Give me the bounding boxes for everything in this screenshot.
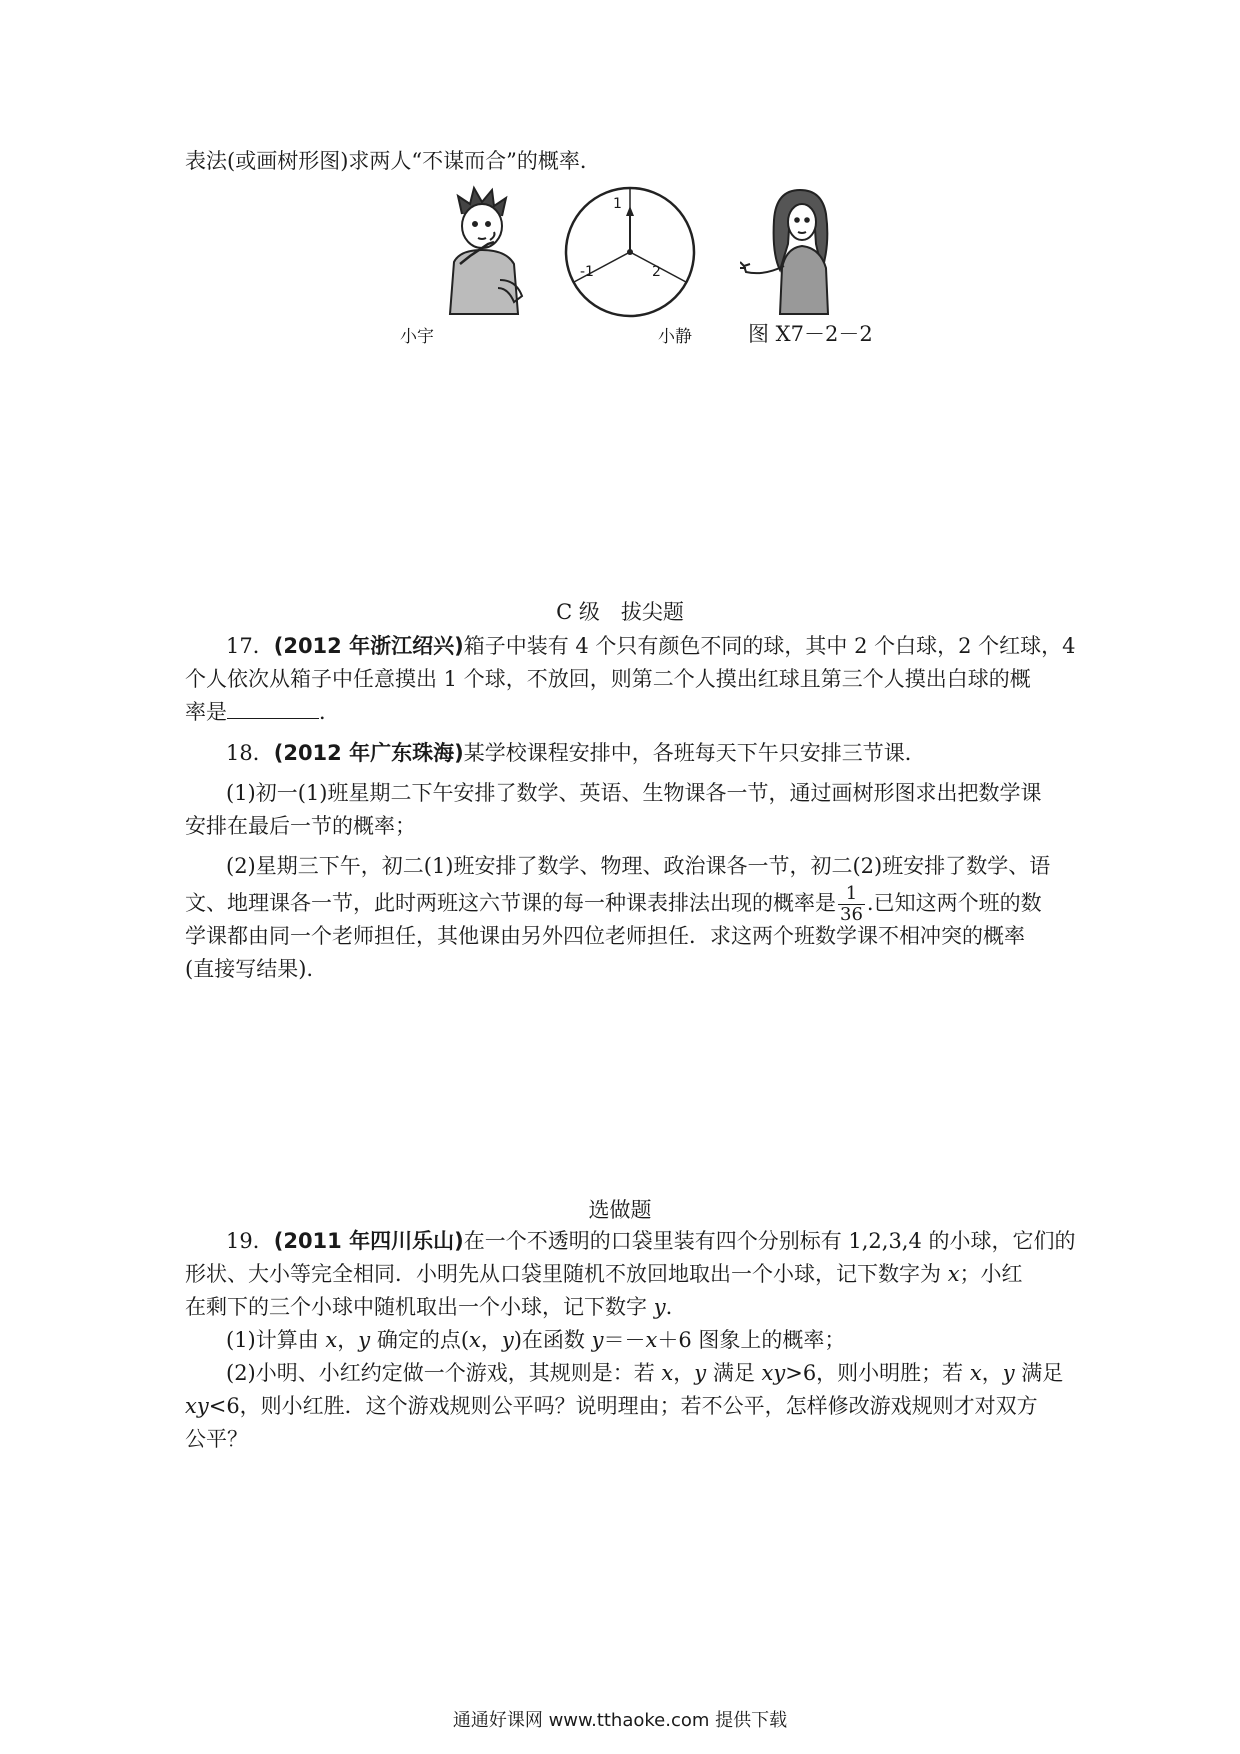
spinner-label-1: 1 — [613, 196, 622, 212]
q19-p1-d: ， — [480, 1328, 502, 1352]
spinner-label-neg1: -1 — [580, 264, 594, 280]
var-y: y — [653, 1295, 666, 1319]
intro-line: 表法(或画树形图)求两人“不谋而合”的概率． — [185, 149, 601, 173]
q19-p2-f: 满足 — [1014, 1361, 1064, 1385]
q18-part2-line2 — [185, 884, 1042, 925]
var-x: x — [325, 1328, 338, 1352]
q18-part1-line2: 安排在最后一节的概率； — [185, 814, 416, 838]
var-x: x — [661, 1361, 674, 1385]
var-y: y — [1002, 1361, 1015, 1385]
q17-line3 — [185, 697, 340, 727]
q19-text-3a: 在剩下的三个小球中随机取出一个小球，记下数字 — [185, 1295, 654, 1319]
q17-answer-blank[interactable] — [227, 700, 319, 719]
probability-fraction — [838, 884, 865, 925]
q19-text-1: 在一个不透明的口袋里装有四个分别标有 1,2,3,4 的小球，它们的 — [463, 1229, 1076, 1253]
footer-text: 通通好课网 www.tthaoke.com 提供下载 — [452, 1710, 788, 1731]
figure-x7-2-2 — [400, 180, 900, 350]
q18-part2-line1: (2)星期三下午，初二(1)班安排了数学、物理、政治课各一节，初二(2)班安排了数学、语 — [226, 854, 1051, 878]
q19-p1-b: ， — [337, 1328, 359, 1352]
girl-caption: 小静 — [658, 327, 692, 347]
spinner — [560, 182, 700, 322]
q19-source: (2011 年四川乐山) — [273, 1229, 464, 1253]
q18-text-2a: 文、地理课各一节，此时两班这六节课的每一种课表排法出现的概率是 — [185, 891, 836, 915]
q18-text-2b: .已知这两个班的数 — [866, 891, 1042, 915]
q19-p1-f: ＝－ — [603, 1328, 646, 1352]
q17-source: (2012 年浙江绍兴) — [273, 634, 464, 658]
optional-heading — [0, 1194, 1240, 1224]
var-x: x — [645, 1328, 658, 1352]
q19-line1 — [226, 1226, 1076, 1256]
q19-line2 — [185, 1259, 1023, 1289]
q19-p2-a: (2)小明、小红约定做一个游戏，其规则是：若 — [226, 1361, 662, 1385]
q19-text-3b: . — [665, 1295, 673, 1319]
q19-number: 19． — [226, 1229, 274, 1253]
section-c-title: C 级 拔尖题 — [556, 600, 684, 624]
q18-line1 — [226, 738, 926, 768]
var-x: x — [947, 1262, 960, 1286]
var-y: y — [501, 1328, 514, 1352]
q19-p2-e: ， — [981, 1361, 1003, 1385]
q18-source: (2012 年广东珠海) — [273, 741, 464, 765]
optional-title: 选做题 — [588, 1198, 652, 1222]
boy-illustration — [430, 184, 540, 324]
q19-p1-a: (1)计算由 — [226, 1328, 326, 1352]
q18-number: 18． — [226, 741, 274, 765]
q18-part2-line4: (直接写结果). — [185, 957, 314, 981]
q19-p2-d: >6，则小明胜；若 — [785, 1361, 970, 1385]
var-x: x — [969, 1361, 982, 1385]
q19-p2-b: ， — [673, 1361, 695, 1385]
q17-text-3b: ． — [319, 700, 340, 724]
q19-p1-e: )在函数 — [513, 1328, 592, 1352]
q19-text-2b: ；小红 — [959, 1262, 1023, 1286]
q17-text-3a: 率是 — [185, 700, 227, 724]
q19-p2-line2: <6，则小红胜．这个游戏规则公平吗？说明理由；若不公平，怎样修改游戏规则才对双方 — [208, 1394, 1038, 1418]
q19-line3 — [185, 1292, 672, 1322]
var-y: y — [358, 1328, 371, 1352]
q17-number: 17． — [226, 634, 274, 658]
q19-part1 — [226, 1325, 845, 1355]
q19-p1-g: ＋6 图象上的概率； — [657, 1328, 846, 1352]
fraction-denominator: 36 — [840, 904, 863, 925]
q19-p1-c: 确定的点( — [370, 1328, 470, 1352]
var-y: y — [591, 1328, 604, 1352]
q19-p2-c: 满足 — [706, 1361, 762, 1385]
var-xy: xy — [761, 1361, 786, 1385]
var-x: x — [469, 1328, 481, 1352]
q17-line1 — [226, 631, 1076, 661]
q19-text-2a: 形状、大小等完全相同．小明先从口袋里随机不放回地取出一个小球，记下数字为 — [185, 1262, 948, 1286]
q18-part1-line1: (1)初一(1)班星期二下午安排了数学、英语、生物课各一节，通过画树形图求出把数学课 — [226, 781, 1042, 805]
q19-part2-line1 — [226, 1358, 1063, 1388]
section-c-heading — [0, 596, 1240, 626]
girl-illustration — [740, 184, 870, 324]
footer-credit — [0, 1706, 1240, 1732]
var-y: y — [694, 1361, 707, 1385]
q19-part2-line3: 公平？ — [185, 1427, 248, 1451]
fraction-numerator: 1 — [838, 884, 865, 905]
q17-text-1: 箱子中装有 4 个只有颜色不同的球，其中 2 个白球，2 个红球，4 — [463, 634, 1076, 658]
boy-caption: 小宇 — [400, 327, 434, 347]
figure-label: 图 X7－2－2 — [748, 322, 873, 346]
q19-part2-line2 — [185, 1391, 1038, 1421]
q17-line2: 个人依次从箱子中任意摸出 1 个球，不放回，则第二个人摸出红球且第三个人摸出白球的概 — [185, 667, 1031, 691]
q18-part2-line3: 学课都由同一个老师担任，其他课由另外四位老师担任．求这两个班数学课不相冲突的概率 — [185, 924, 1025, 948]
q18-text-1: 某学校课程安排中，各班每天下午只安排三节课． — [463, 741, 926, 765]
var-xy: xy — [185, 1394, 209, 1418]
spinner-label-2: 2 — [652, 264, 661, 280]
